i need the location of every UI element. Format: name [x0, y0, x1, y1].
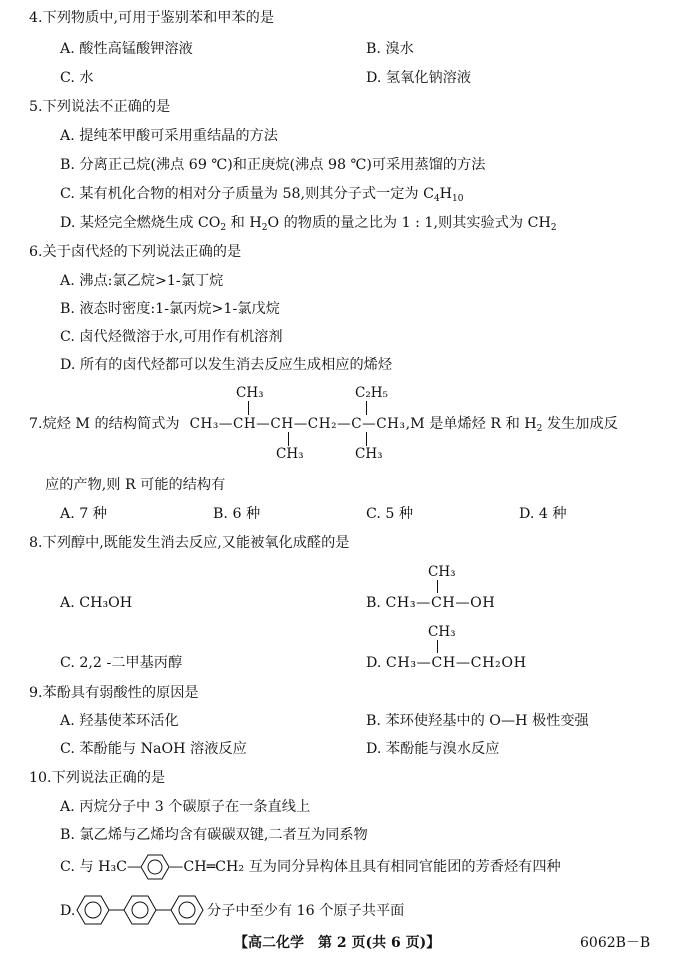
page-footer-title: 【高二化学 第 2 页(共 6 页)】: [234, 935, 441, 951]
q5-option-b: B. 分离正己烷(沸点 69 ℃)和正庚烷(沸点 98 ℃)可采用蒸馏的方法: [60, 157, 486, 173]
page-footer-code: 6062B－B: [580, 935, 651, 951]
q7-stem-line2: 应的产物,则 R 可能的结构有: [45, 477, 226, 493]
q10-option-a: A. 丙烷分子中 3 个碳原子在一条直线上: [60, 799, 311, 815]
q8-d-top-methyl: CH₃: [428, 624, 456, 640]
q9-option-b: B. 苯环使羟基中的 O—H 极性变强: [366, 713, 589, 729]
q4-stem: 4.下列物质中,可用于鉴别苯和甲苯的是: [29, 10, 275, 26]
terphenyl-structure-icon: [76, 894, 206, 926]
q5-stem: 5.下列说法不正确的是: [29, 99, 171, 115]
q6-option-b: B. 液态时密度:1-氯丙烷>1-氯戊烷: [60, 301, 280, 317]
q7-bond: [288, 432, 289, 446]
q7-option-d: D. 4 种: [519, 506, 567, 522]
q7-main-chain: CH₃—CH—CH—CH₂—C—CH₃: [189, 416, 406, 432]
q7-stem: 7.烷烃 M 的结构简式为 CH₃—CH—CH—CH₂—C—CH₃,M 是单烯烃 R 和 $H_2$ 发生加成反: [29, 416, 618, 434]
q10-stem: 10.下列说法正确的是: [29, 770, 166, 786]
q10-option-c: C. 与 H₃C— —CH═CH₂ 互为同分异构体且具有相同官能团的芳香烃有四种: [60, 859, 561, 875]
q4-option-d: D. 氢氧化钠溶液: [366, 70, 472, 86]
q7-top-substituent-2: C₂H₅: [355, 385, 388, 401]
q4-option-a: A. 酸性高锰酸钾溶液: [60, 41, 193, 57]
q6-stem: 6.关于卤代烃的下列说法正确的是: [29, 244, 242, 260]
q8-d-bond: [437, 640, 438, 653]
q8-b-bond: [437, 580, 438, 593]
q8-b-top-methyl: CH₃: [428, 564, 456, 580]
q5-option-d: D. 某烃完全燃烧生成 $CO_2$ 和 $H_2O$ 的物质的量之比为 1 : 1,则其实验式为 $CH_2$: [60, 215, 557, 233]
q9-option-a: A. 羟基使苯环活化: [60, 713, 179, 729]
q7-bond: [248, 401, 249, 415]
q8-option-c: C. 2,2 -二甲基丙醇: [60, 655, 183, 671]
q10-option-b: B. 氯乙烯与乙烯均含有碳碳双键,二者互为同系物: [60, 827, 368, 843]
q7-bottom-substituent-1: CH₃: [276, 446, 304, 462]
q8-option-b: B. CH₃—CH—OH: [366, 595, 496, 611]
q7-option-a: A. 7 种: [60, 506, 107, 522]
q6-option-d: D. 所有的卤代烃都可以发生消去反应生成相应的烯烃: [60, 357, 393, 373]
q10-option-d-label: D.: [60, 903, 76, 919]
q9-option-d: D. 苯酚能与溴水反应: [366, 741, 500, 757]
q6-option-c: C. 卤代烃微溶于水,可用作有机溶剂: [60, 329, 283, 345]
q8-stem: 8.下列醇中,既能发生消去反应,又能被氧化成醛的是: [29, 535, 350, 551]
q7-option-b: B. 6 种: [213, 506, 261, 522]
q6-option-a: A. 沸点:氯乙烷>1-氯丁烷: [60, 273, 224, 289]
q7-bottom-substituent-2: CH₃: [355, 446, 383, 462]
q10-option-d-text: 分子中至少有 16 个原子共平面: [207, 903, 405, 919]
q5-option-a: A. 提纯苯甲酸可采用重结晶的方法: [60, 128, 278, 144]
benzene-ring-icon: [140, 853, 170, 881]
q9-stem: 9.苯酚具有弱酸性的原因是: [29, 685, 199, 701]
q8-option-d: D. CH₃—CH—CH₂OH: [366, 655, 527, 671]
q7-top-substituent-1: CH₃: [236, 385, 264, 401]
q7-bond: [366, 432, 367, 446]
q8-option-a: A. CH₃OH: [60, 595, 133, 611]
q7-bond: [366, 401, 367, 415]
q7-option-c: C. 5 种: [366, 506, 414, 522]
q5-option-c: C. 某有机化合物的相对分子质量为 58,则其分子式一定为 $C_4H_{10}$: [60, 186, 464, 204]
q9-option-c: C. 苯酚能与 NaOH 溶液反应: [60, 741, 247, 757]
q4-option-c: C. 水: [60, 70, 94, 86]
q4-option-b: B. 溴水: [366, 41, 414, 57]
